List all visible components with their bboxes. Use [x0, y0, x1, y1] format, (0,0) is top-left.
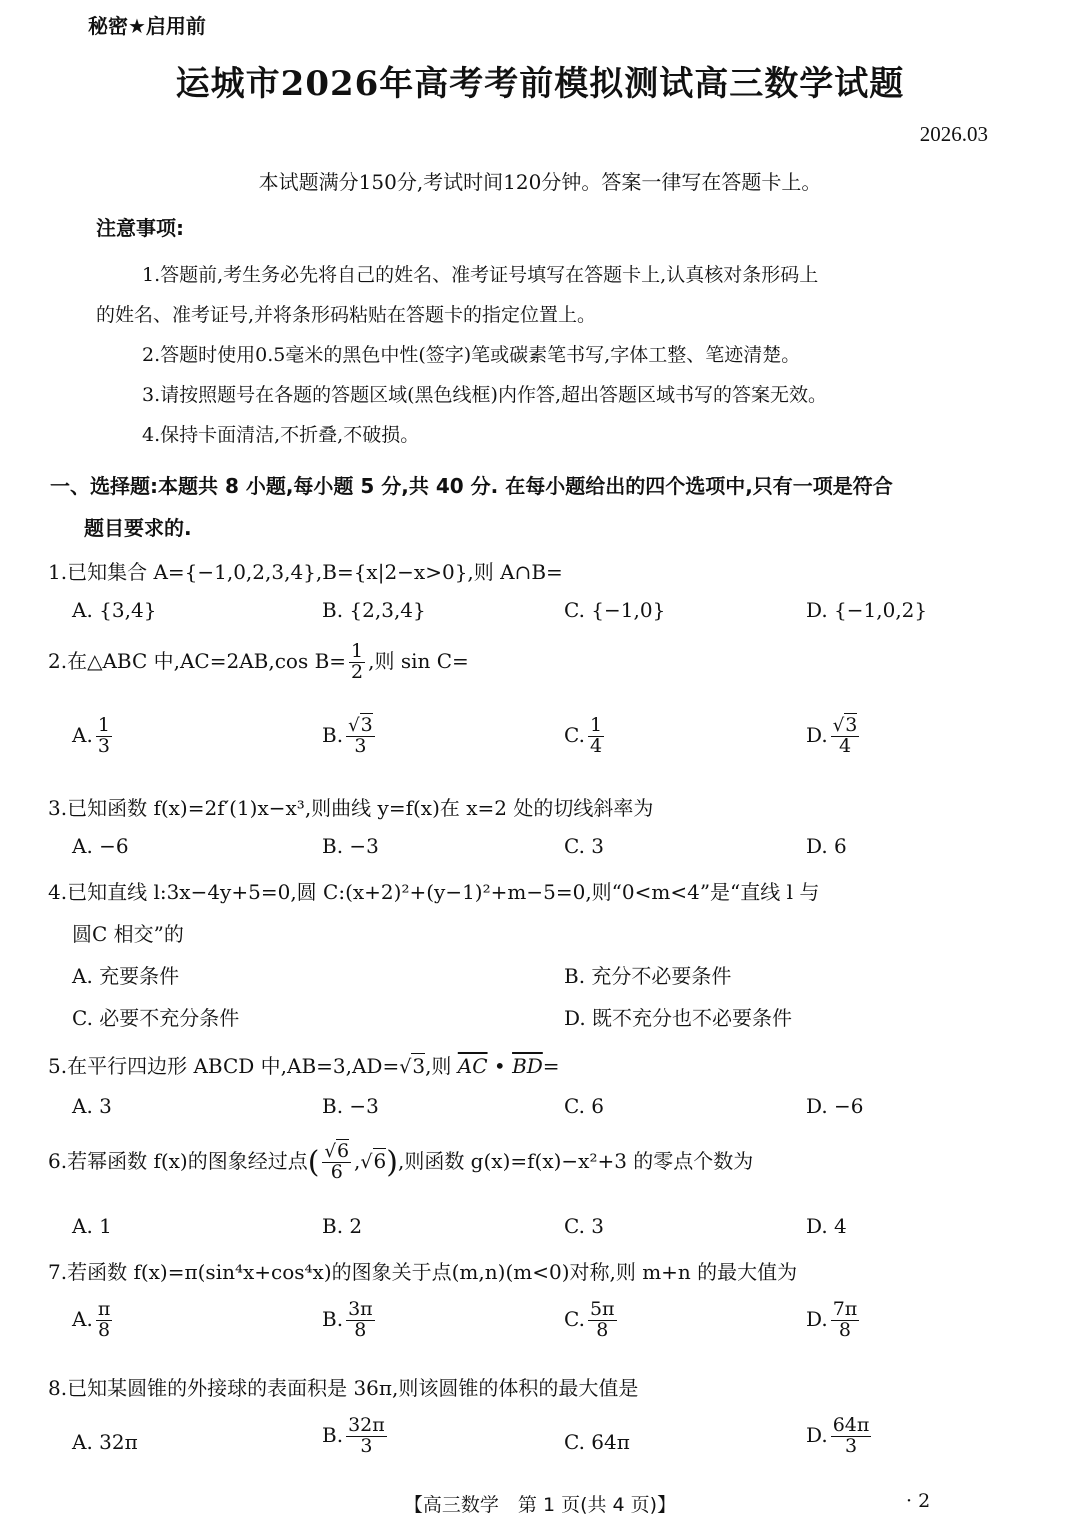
notice-heading: 注意事项: — [96, 216, 184, 240]
q3-option-a: A. −6 — [72, 834, 129, 858]
q7-b-fraction — [346, 1300, 375, 1341]
q1-option-a: A. {3,4} — [72, 598, 157, 622]
q8-b-den: 3 — [360, 1434, 373, 1457]
q2-a-den: 3 — [97, 734, 110, 757]
q2-d-radicand: 3 — [845, 714, 858, 736]
section-1-heading: 一、选择题:本题共 8 小题,每小题 5 分,共 40 分. 在每小题给出的四个选项中,只有一项是符合 — [50, 474, 893, 498]
q8-option-a: A. 32π — [72, 1430, 138, 1454]
q8-d-num: 64π — [832, 1414, 870, 1436]
q7-a-label: A. — [72, 1306, 93, 1331]
q8-option-c: C. 64π — [564, 1430, 630, 1454]
q7-d-num: 7π — [832, 1298, 858, 1320]
q3-option-c: C. 3 — [564, 834, 605, 858]
q7-c-num: 5π — [589, 1298, 615, 1320]
q5-radicand: 3 — [412, 1054, 426, 1078]
q3-option-d: D. 6 — [806, 834, 847, 858]
q7-d-den: 8 — [838, 1318, 852, 1341]
q2-b-radicand: 3 — [360, 714, 373, 736]
question-6: 6.若幂函数 f(x)的图象经过点( $\frac{√6}{6}$ ,√6),则函数 g(x)=f(x)−x²+3 的零点个数为 — [48, 1140, 754, 1183]
q7-a-den: 8 — [98, 1318, 111, 1341]
page-number: · 2 — [906, 1490, 931, 1512]
notice-item-1-line-1: 1.答题前,考生务必先将自己的姓名、准考证号填写在答题卡上,认真核对条形码上 — [142, 264, 819, 286]
sqrt-symbol: √ — [360, 1150, 373, 1173]
q2-option-b — [322, 716, 378, 757]
q6-point-fraction — [322, 1142, 351, 1183]
paren-close: ) — [386, 1144, 398, 1180]
q8-d-den: 3 — [844, 1434, 858, 1457]
q5-option-d: D. −6 — [806, 1094, 864, 1118]
question-1: 1.已知集合 A={−1,0,2,3,4},B={x|2−x>0},则 A∩B= — [48, 560, 563, 584]
q2-b-den: 3 — [354, 734, 367, 757]
page-title: 运城市2026年高考考前模拟测试高三数学试题 — [175, 64, 905, 104]
question-8: 8.已知某圆锥的外接球的表面积是 36π,则该圆锥的体积的最大值是 — [48, 1376, 639, 1400]
q7-d-fraction — [831, 1300, 860, 1341]
exam-date: 2026.03 — [919, 122, 988, 146]
q2-half-fraction — [349, 642, 365, 683]
question-3: 3.已知函数 f(x)=2f′(1)x−x³,则曲线 y=f(x)在 x=2 处的切线斜率为 — [48, 796, 654, 820]
sqrt-symbol: √ — [348, 715, 360, 736]
q7-a-num: π — [97, 1298, 111, 1320]
q2-b-fraction — [346, 716, 375, 757]
q5-stem: 5.在平行四边形 ABCD 中,AB=3,AD= — [48, 1054, 400, 1078]
q2-c-fraction — [588, 716, 604, 757]
q5-vector-bd: $\overline{BD}$ — [512, 1054, 543, 1078]
paren-open: ( — [307, 1144, 320, 1180]
q2-c-label: C. — [564, 722, 585, 747]
notice-item-1-line-2: 的姓名、准考证号,并将条形码粘贴在答题卡的指定位置上。 — [96, 304, 597, 326]
q1-option-b: B. {2,3,4} — [322, 598, 426, 622]
q5-stem-mid: ,则 — [425, 1054, 458, 1078]
q8-b-num: 32π — [348, 1414, 385, 1436]
q2-d-num — [831, 716, 860, 737]
q6-stem-end: ,则函数 g(x)=f(x)−x²+3 的零点个数为 — [397, 1148, 754, 1173]
q2-b-num — [346, 716, 375, 737]
q2-d-den: 4 — [838, 734, 852, 757]
q2-stem-end: ,则 sin C= — [368, 648, 469, 673]
q2-b-label: B. — [322, 722, 344, 747]
notice-item-2: 2.答题时使用0.5毫米的黑色中性(签字)笔或碳素笔书写,字体工整、笔迹清楚。 — [142, 344, 801, 366]
q5-option-a: A. 3 — [72, 1094, 112, 1118]
q6-option-c: C. 3 — [564, 1214, 605, 1238]
q7-b-num: 3π — [348, 1298, 373, 1320]
q6-point-den: 6 — [330, 1160, 343, 1183]
q6-point-num — [322, 1142, 351, 1163]
q5-dot: • — [487, 1054, 513, 1078]
q6-point-y: 6 — [373, 1148, 387, 1173]
q2-half-den: 2 — [351, 660, 364, 683]
q2-half-num: 1 — [351, 640, 364, 662]
notice-item-3: 3.请按照题号在各题的答题区域(黑色线框)内作答,超出答题区域书写的答案无效。 — [142, 384, 827, 406]
q7-b-label: B. — [322, 1306, 344, 1331]
q2-d-label: D. — [806, 722, 828, 747]
sqrt-symbol: √ — [399, 1056, 412, 1078]
q3-option-b: B. −3 — [322, 834, 379, 858]
q6-option-d: D. 4 — [806, 1214, 847, 1238]
q7-a-fraction — [96, 1300, 113, 1341]
q7-c-fraction — [588, 1300, 617, 1341]
q8-option-b — [322, 1416, 390, 1457]
q6-point-radicand: 6 — [336, 1140, 350, 1162]
notice-item-4: 4.保持卡面清洁,不折叠,不破损。 — [142, 424, 420, 446]
secret-label: 秘密★启用前 — [88, 14, 206, 38]
question-7: 7.若函数 f(x)=π(sin⁴x+cos⁴x)的图象关于点(m,n)(m<0)对称,则 m+n 的最大值为 — [48, 1260, 798, 1284]
exam-intro: 本试题满分150分,考试时间120分钟。答案一律写在答题卡上。 — [258, 170, 822, 194]
q2-c-num: 1 — [589, 714, 603, 736]
q7-c-den: 8 — [596, 1318, 609, 1341]
q5-vector-ac: $\overline{AC}$ — [457, 1054, 488, 1078]
q7-option-d — [806, 1300, 862, 1341]
q5-option-b: B. −3 — [322, 1094, 379, 1118]
q2-d-fraction — [831, 716, 860, 757]
q6-option-a: A. 1 — [72, 1214, 112, 1238]
q2-option-a — [72, 716, 115, 757]
q7-option-b — [322, 1300, 378, 1341]
sqrt-symbol: √ — [324, 1141, 336, 1162]
section-1-heading-cont: 题目要求的. — [84, 516, 192, 540]
question-2 — [48, 642, 469, 683]
q2-option-d — [806, 716, 862, 757]
q2-a-num: 1 — [97, 714, 110, 736]
q4-option-a: A. 充要条件 — [72, 964, 180, 988]
q7-c-label: C. — [564, 1306, 585, 1331]
q1-option-d: D. {−1,0,2} — [806, 598, 928, 622]
q4-option-b: B. 充分不必要条件 — [564, 964, 732, 988]
q7-option-a — [72, 1300, 115, 1341]
q7-b-den: 8 — [354, 1318, 367, 1341]
q5-stem-end: = — [542, 1054, 560, 1078]
q5-option-c: C. 6 — [564, 1094, 605, 1118]
q8-option-d — [806, 1416, 874, 1457]
q8-b-fraction — [346, 1416, 387, 1457]
q2-option-c — [564, 716, 607, 757]
q6-stem: 6.若幂函数 f(x)的图象经过点 — [48, 1148, 308, 1173]
q4-option-d: D. 既不充分也不必要条件 — [564, 1006, 793, 1030]
q7-option-c — [564, 1300, 620, 1341]
q7-d-label: D. — [806, 1306, 828, 1331]
question-4-cont: 圆C 相交”的 — [72, 922, 184, 946]
sqrt-symbol: √ — [832, 715, 845, 736]
question-5 — [48, 1050, 560, 1079]
q8-d-fraction — [831, 1416, 872, 1457]
q1-option-c: C. {−1,0} — [564, 598, 666, 622]
q2-a-label: A. — [72, 722, 93, 747]
q8-d-label: D. — [806, 1422, 828, 1447]
question-4: 4.已知直线 l:3x−4y+5=0,圆 C:(x+2)²+(y−1)²+m−5=0,则“0<m<4”是“直线 l 与 — [48, 880, 820, 904]
q2-a-fraction — [96, 716, 112, 757]
q2-c-den: 4 — [589, 734, 603, 757]
q6-option-b: B. 2 — [322, 1214, 363, 1238]
page-footer: 【高三数学 第 1 页(共 4 页)】 — [403, 1494, 677, 1516]
q8-b-label: B. — [322, 1422, 344, 1447]
q4-option-c: C. 必要不充分条件 — [72, 1006, 240, 1030]
q2-stem: 2.在△ABC 中,AC=2AB,cos B= — [48, 648, 347, 673]
